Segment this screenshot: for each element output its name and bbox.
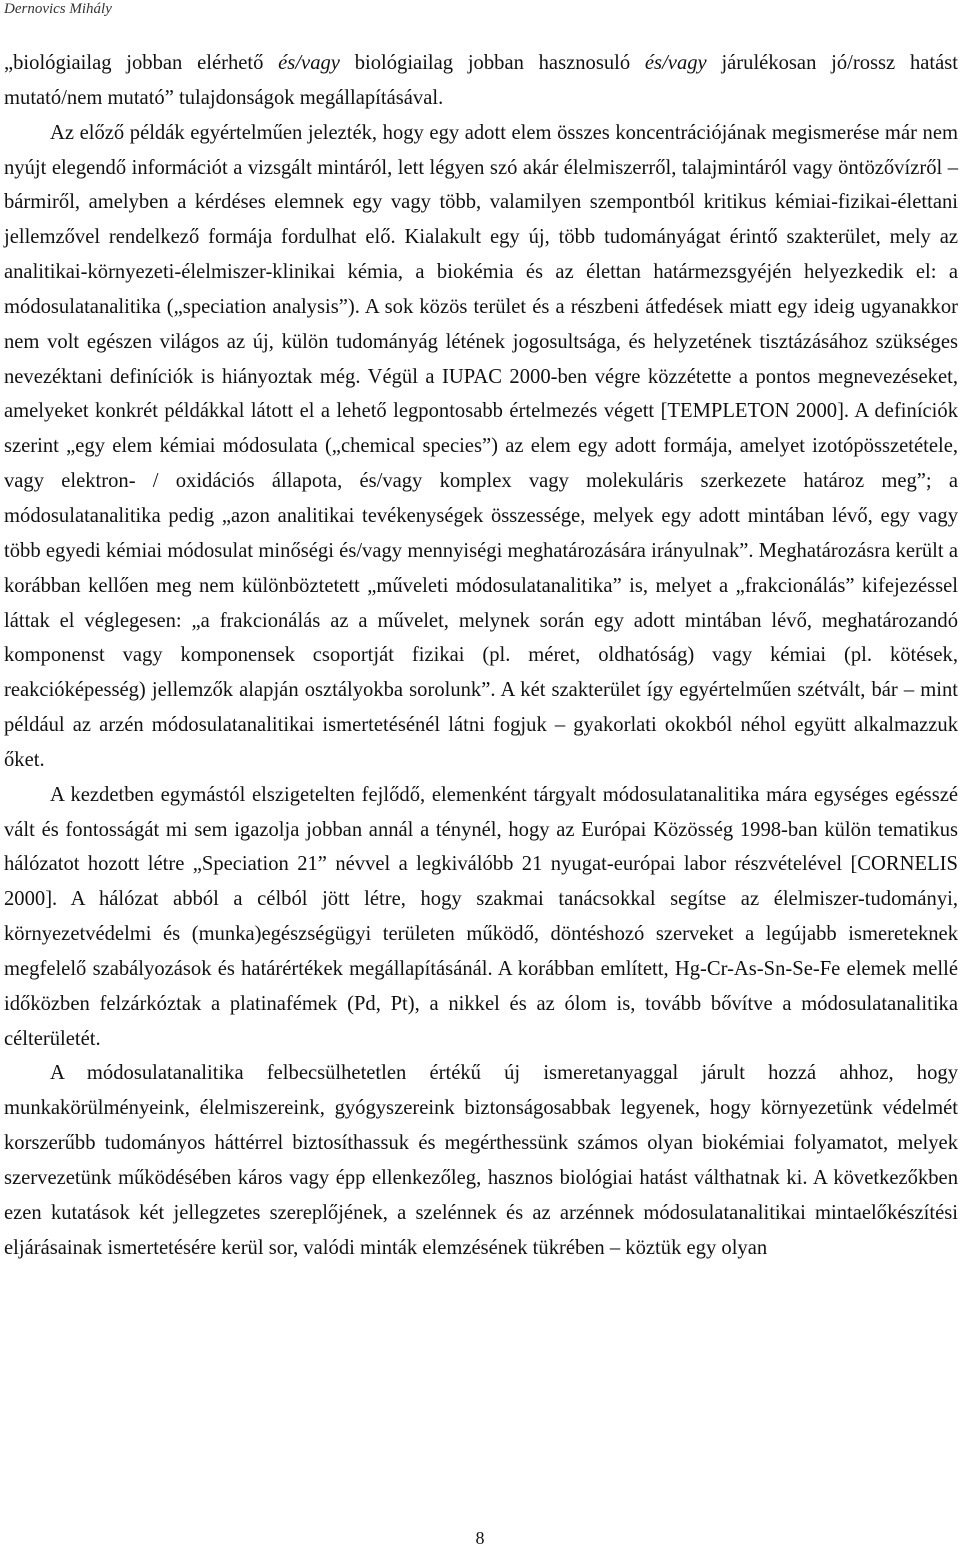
text-run: járulékosan jó/rossz hatást mutató/nem mutató” tulajdonságok megállapításával. xyxy=(4,52,958,109)
text-run: biológiailag jobban hasznosuló xyxy=(339,52,645,74)
text-run: A módosulatanalitika felbecsülhetetlen értékű új ismeretanyaggal járult hozzá ahhoz, hogy munkakörülményeink, élelmiszereink, gyógyszereink biztonságosabbak legyenek, hogy környezetünk védelmét korszerűbb tudományos háttérrel biztosíthassuk és megérthessünk számos olyan biokémiai folyamatot, melyek szervezetünk működésében káros vagy épp ellenkezőleg, hasznos biológiai hatást válthatnak ki. A következőkben ezen kutatások két jellegzetes szereplőjének, a szelénnek és az arzénnek módosulatanalitikai mintaelőkészítési eljárásainak ismertetésére kerül sor, valódi minták elemzésének tükrében – köztük egy olyan xyxy=(4,1062,958,1259)
italic-text-run: és/vagy xyxy=(278,52,340,74)
text-run: A kezdetben egymástól elszigetelten fejlődő, elemenként tárgyalt módosulatanalitika mára egységes egésszé vált és fontosságát mi sem igazolja jobban annál a ténynél, hogy az Európai Közösség 1998-ban külön tematikus hálózatot hozott létre „Speciation 21” névvel a legkiválóbb 21 nyugat-európai labor részvételével [CORNELIS 2000]. A hálózat abból a célból jött létre, hogy szakmai tanácsokkal segítse az élelmiszer-tudományi, környezetvédelmi és (munka)egészségügyi területen működő, döntéshozó szerveket a legújabb ismereteknek megfelelő szabályozások és határértékek megállapításánál. A korábban említett, Hg-Cr-As-Sn-Se-Fe elemek mellé időközben felzárkóztak a platinafémek (Pd, Pt), a nikkel és az ólom is, tovább bővítve a módosulatanalitika célterületét. xyxy=(4,783,958,1050)
paragraph xyxy=(4,778,958,1057)
paragraph xyxy=(4,116,958,778)
running-head-author: Dernovics Mihály xyxy=(4,1,112,17)
paragraph xyxy=(4,46,958,116)
paragraph xyxy=(4,1056,958,1265)
text-run: „biológiailag jobban elérhető xyxy=(4,52,279,74)
text-run: Az előző példák egyértelműen jelezték, hogy egy adott elem összes koncentrációjának megismerése már nem nyújt elegendő információt a vizsgált mintáról, lett légyen szó akár élelmiszerről, talajmintáról vagy öntözővízről – bármiről, amelyben a kérdéses elemnek egy vagy több, valamilyen szempontból kritikus kémiai-fizikai-élettani jellemzővel rendelkező formája fordulhat elő. Kialakult egy új, több tudományágat érintő szakterület, mely az analitikai-környezeti-élelmiszer-klinikai kémia, a biokémia és az élettan határmezsgyéjén helyezkedik el: a módosulatanalitika („speciation analysis”). A sok közös terület és a részbeni átfedések miatt egy ideig ugyanakkor nem volt egészen világos az új, külön tudományág létének jogosultsága, és helyzetének tisztázásához szükséges nevezéktani definíciók is hiányoztak még. Végül a IUPAC 2000-ben végre közzétette a pontos megnevezéseket, amelyeket konkrét példákkal látott el a lehető legpontosabb értelmezés végett [TEMPLETON 2000]. A definíciók szerint „egy elem kémiai módosulata („chemical species”) az elem egy adott formája, amelyet izotópösszetétele, vagy elektron- / oxidációs állapota, és/vagy komplex vagy molekuláris szerkezete határoz meg”; a módosulatanalitika pedig „azon analitikai tevékenységek összessége, melyek egy adott mintában lévő, egy vagy több egyedi kémiai módosulat minőségi és/vagy mennyiségi meghatározására irányulnak”. Meghatározásra került a korábban kellően meg nem különböztetett „műveleti módosulatanalitika” is, melyet a „frakcionálás” kifejezéssel láttak el véglegesen: „a frakcionálás az a művelet, melynek során egy adott mintában lévő, meghatározandó komponenst vagy komponensek csoportját fizikai (pl. méret, oldhatóság) vagy kémiai (pl. kötések, reakcióképesség) jellemzők alapján osztályokba sorolunk”. A két szakterület így egyértelműen szétvált, bár – mint például az arzén módosulatanalitikai ismertetésénél látni fogjuk – gyakorlati okokból néhol együtt alkalmazzuk őket. xyxy=(4,121,958,771)
italic-text-run: és/vagy xyxy=(644,52,707,74)
document-body xyxy=(4,46,958,1266)
page-number: 8 xyxy=(475,1528,485,1548)
